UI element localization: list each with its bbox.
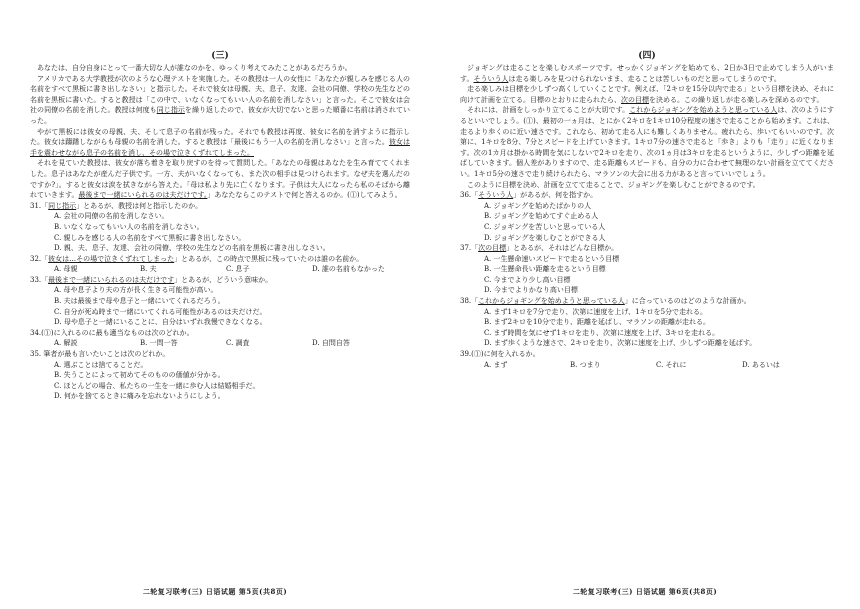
answer-option: D. ジョギングを楽しむことができる人	[484, 233, 606, 242]
question-stem	[460, 349, 834, 360]
question-stem	[30, 254, 410, 265]
answer-option: A. 母親	[54, 265, 78, 274]
question-list	[460, 190, 834, 370]
question-stem	[30, 328, 410, 339]
passage-paragraph	[30, 158, 410, 200]
answer-option-row	[54, 338, 410, 349]
answer-option: A. 母や息子より夫の方が長く生きる可能性が高い。	[54, 286, 218, 295]
answer-option: C. ほとんどの場合、私たちの一生を一緒に歩む人は結婚相手だ。	[54, 381, 260, 390]
text-segment: ジョギングは走ることを楽しむスポーツです。せっかくジョギングを始めても、2日か3日で止めてしまう人がいます。	[460, 64, 834, 83]
section-heading: (四)	[638, 51, 656, 61]
underlined-phrase: 最後まで一緒にいられるのは夫だけです。	[78, 191, 208, 200]
page-6	[430, 0, 860, 609]
answer-option: C. 親しみを感じる人の名前をすべて黒板に書き出しなさい。	[54, 233, 246, 242]
text-segment: を決める。この繰り返しが走る楽しみを深めるのです。	[649, 95, 824, 104]
text-segment: は走る楽しみを見つけられないまま、走ることは苦しいものだと思ってしまうのです。	[508, 74, 781, 83]
answer-option: B. 失うことによって初めてそのものの価値が分かる。	[54, 371, 225, 380]
text-segment: やがて黒板には彼女の母親、夫、そして息子の名前が残った。それでも教授は再度、彼女に名前を消すように指示した。彼女は躊躇しながらも母親の名前を消した。すると教授は「最後にもう一人の名前を消しなさい」と言った。	[30, 127, 410, 147]
underlined-phrase: 最後まで一緒にいられるのは夫だけです	[48, 275, 175, 284]
underlined-phrase: 彼女は手を震わせながら息子の名前を消し、その場で泣きくずれてしまった。	[30, 138, 411, 157]
text-segment: 走る楽しみは目標を少しずつ高くしていくことです。例えば、「2キロを15分以内で走る」という目標を決め、それに向けて計画を立てる。目標のとおりに走られたら、	[460, 85, 834, 104]
text-segment: 」あなたならこのテストで何と答えるのか。(①)してみよう。	[207, 191, 402, 200]
text-segment: それを見ていた教授は、彼女が落ち着きを取り戻すのを待って質問した。「あなたの母親はあなたを生み育ててくれました。息子はあなたが産んだ子供です。一方、夫がいなくなっても、また次の相手は見つけられます。なぜ夫を選んだのですか?」。すると彼女は涙を拭きながら答えた。「母は私より先に亡くなります。子供は大人になったら私のそばから離れていきます。	[30, 159, 410, 200]
underlined-phrase: 同じ指示	[156, 106, 185, 115]
reading-passage	[460, 63, 834, 190]
answer-option: D. 誰の名前もなかった	[312, 265, 385, 274]
reading-passage	[30, 63, 410, 201]
text-segment: を繰り返したので、彼女が大切でないと思った順番に名前は消されていった。	[30, 106, 411, 125]
text-segment: 」があるが、何を指すか。	[513, 191, 598, 200]
passage-paragraph	[460, 105, 834, 179]
answer-option: A. まず1キロを7分で走り、次第に速度を上げ、1キロを5分で走れる。	[484, 307, 708, 316]
answer-option: A. ジョギングを始めたばかりの人	[484, 201, 592, 210]
underlined-phrase: これからジョギングを始めようと思っている人	[478, 297, 625, 306]
answer-option: B. つまり	[570, 360, 601, 369]
answer-option: B. 一生懸命長い距離を走るという目標	[484, 265, 606, 274]
answer-option: D. 親、夫、息子、友達、会社の同僚、学校の先生などの名前を黒板に書き出しなさい。	[54, 244, 330, 253]
underlined-phrase: そういう人	[473, 74, 509, 83]
text-segment: 38.「	[460, 297, 479, 306]
question-stem	[30, 275, 410, 286]
text-segment: 35. 筆者が最も言いたいことは次のどれか。	[30, 350, 170, 359]
section-heading: (三)	[211, 51, 229, 61]
text-segment: 37.「	[460, 244, 479, 253]
answer-option: D. まず歩くような速さで、2キロを走り、次第に速度を上げ、少しずつ距離を延ばす。	[484, 339, 757, 348]
underlined-phrase: 次の目標	[478, 244, 507, 253]
passage-paragraph	[30, 63, 410, 74]
question-item	[30, 254, 410, 275]
answer-option: C. ジョギングを苦しいと思っている人	[484, 222, 606, 231]
answer-option: C. 息子	[226, 265, 250, 274]
text-segment: このように目標を決め、計画を立てて走ることで、ジョギングを楽しむことができるのです。	[467, 180, 760, 189]
page-footer: 二轮复习联考(三) 日语试题 第6页(共8页)	[572, 587, 718, 596]
passage-paragraph	[30, 127, 410, 159]
text-segment: は、次のようにするといいでしょう。(①)、最初の一ヵ月は、とにかく2キロを1キロ10分程度の速さで走ることから始めます。これは、走るより歩くのに近い速さです。これなら、初めて走る人にも難しくありません。疲れたら、歩いてもいいのです。次第に、1キロを8分、7分とスピードを上げていきます。1キロ7分の速さで走ると「歩き」よりも「走り」に近くなります。次の1カ月は掛かる時間を気にしないで2キロを走り、次の1ヵ月は3キロを走るというように、少しずつ距離を延ばしていきます。個人差がありますので、走る距離もスピードも、自分の力に合わせて無理のない計画を立ててください。1キロ5分の速さで走り続けられたら、マラソンの大会に出る力があると言っていいでしょう。	[460, 106, 835, 178]
question-item	[30, 201, 410, 254]
text-segment: 36.「	[460, 191, 479, 200]
passage-paragraph	[460, 180, 834, 191]
answer-option: B. いなくなってもいい人の名前を消しなさい。	[54, 222, 204, 231]
text-segment: 」とあるが、教授は何と指示したのか。	[76, 201, 203, 210]
answer-option: D. 今までよりかなり高い目標	[484, 286, 578, 295]
text-segment: アメリカである大学教授が次のような心理テストを実施した。その教授は一人の女性に「あなたが親しみを感じる人の名前をすべて黒板に書き出しなさい」と指示した。それで彼女は母親、夫、息子、友達、会社の同僚、学校の先生などの名前を黒板に書いた。すると教授は「この中で、いなくなってもいい人の名前を消しなさい」と言った。そこで彼女は会社の同僚の名前を消した。教授は何度も	[30, 74, 410, 115]
answer-option: D. 母や息子と一緒にいることに、自分はいずれ我慢できなくなる。	[54, 318, 267, 327]
underlined-phrase: 彼女は…その場で泣きくずれてしまった	[48, 254, 175, 263]
answer-option: A. 一生懸命速いスピードで走るという目標	[484, 254, 620, 263]
underlined-phrase: これからジョギングを始めようと思っている人	[629, 106, 778, 115]
passage-paragraph	[460, 63, 834, 84]
question-item	[460, 190, 834, 243]
text-segment: 33.「	[30, 275, 49, 284]
question-stem	[460, 243, 834, 254]
answer-option: C. まず時間を気にせず1キロを走り、次第に速度を上げ、3キロを走れる。	[484, 328, 720, 337]
answer-option: C. 調査	[226, 339, 250, 348]
answer-option: C. 今までより少し高い目標	[484, 275, 571, 284]
passage-paragraph	[460, 84, 834, 105]
text-segment: 」とあるが、この時点で黒板に残っていたのは誰の名前か。	[174, 254, 364, 263]
answer-option: D. あるいは	[742, 360, 780, 369]
underlined-phrase: 次の目標	[621, 95, 649, 104]
answer-option: A. まず	[484, 360, 508, 369]
answer-option: B. ジョギングを始めてすぐ止める人	[484, 212, 599, 221]
text-segment: 31.「	[30, 201, 49, 210]
underlined-phrase: そういう人	[478, 191, 514, 200]
question-list	[30, 201, 410, 402]
text-segment: あなたは、自分自身にとって一番大切な人が誰なのかを、ゆっくり考えてみたことがあるだろうか。	[37, 64, 352, 72]
answer-option: C. それに	[656, 360, 687, 369]
page-footer: 二轮复习联考(三) 日语试题 第5页(共8页)	[142, 587, 288, 596]
question-item	[460, 349, 834, 370]
question-item	[30, 349, 410, 402]
text-segment: 39.(①)に何を入れるか。	[460, 350, 540, 359]
text-segment: 」に合っているのはどのような計画か。	[624, 297, 751, 306]
answer-option: D. 自問自答	[312, 339, 350, 348]
answer-option: C. 自分が死ぬ時まで一緒にいてくれる可能性があるのは夫だけだ。	[54, 307, 267, 316]
answer-option: B. 夫	[140, 265, 157, 274]
question-stem	[460, 296, 834, 307]
answer-option: B. 一問一答	[140, 339, 178, 348]
text-segment: 34.(①)に入れるのに最も適当なものは次のどれか。	[30, 328, 194, 337]
answer-option: B. まず2キロを10分で走り、距離を延ばし、マラソンの距離が走れる。	[484, 318, 710, 327]
text-segment: 」とあるが、それはどんな目標か。	[506, 244, 619, 253]
question-item	[460, 243, 834, 296]
answer-option-row	[54, 264, 410, 275]
answer-option: D. 何かを捨てるときに痛みを忘れないようにしよう。	[54, 392, 225, 401]
question-item	[30, 328, 410, 349]
answer-option: A. 会社の同僚の名前を消しなさい。	[54, 212, 169, 221]
passage-paragraph	[30, 74, 410, 127]
question-item	[460, 296, 834, 349]
underlined-phrase: 同じ指示	[48, 201, 77, 210]
question-stem	[30, 201, 410, 212]
question-item	[30, 275, 410, 328]
question-stem	[30, 349, 410, 360]
answer-option-row	[484, 360, 834, 371]
question-stem	[460, 190, 834, 201]
answer-option: B. 夫は最後まで母や息子と一緒にいてくれるだろう。	[54, 297, 225, 306]
text-segment: 32.「	[30, 254, 49, 263]
answer-option: A. 選ぶことは捨てることだ。	[54, 360, 148, 369]
answer-option: A. 解説	[54, 339, 78, 348]
text-segment: 」とあるが、どういう意味か。	[174, 275, 273, 284]
text-segment: それには、計画をしっかり立てることが大切です。	[467, 106, 630, 115]
